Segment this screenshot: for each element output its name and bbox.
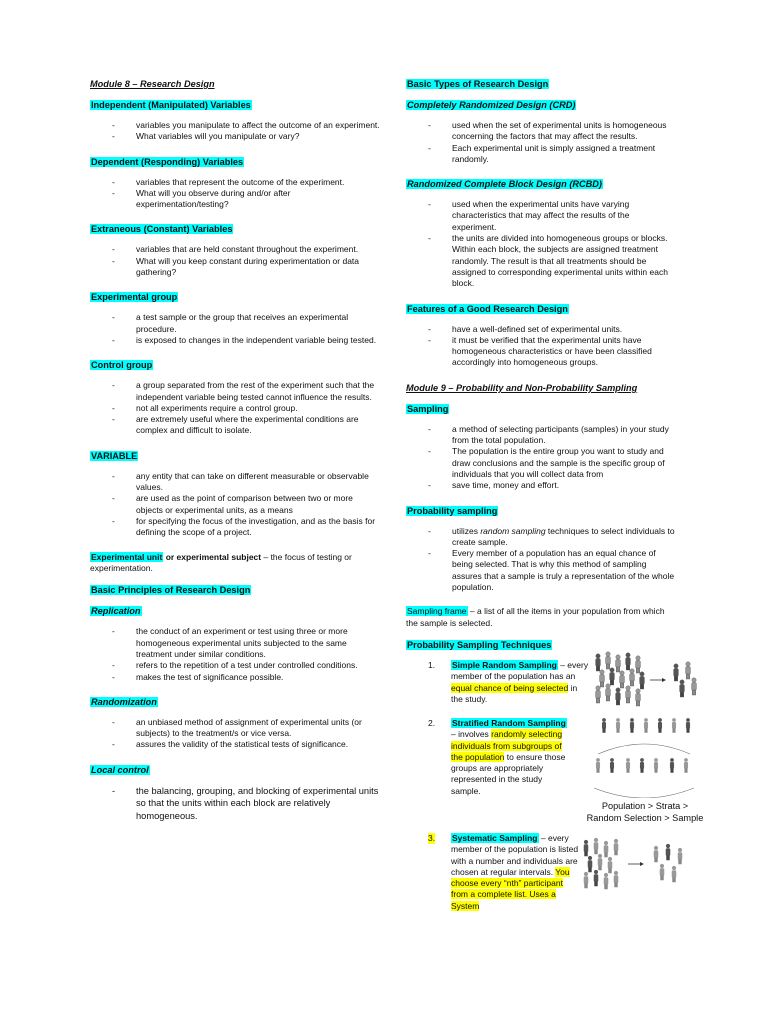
item-text: utilizes: [452, 525, 481, 536]
list-item: - Every member of a population has an equal chance of being selected. That is why this method of sampling assures that a sample is truly a representation of the whole population.: [406, 548, 676, 593]
list-item: - What will you observe during and/or after experimentation/testing?: [90, 188, 380, 211]
right-column: [406, 78, 676, 660]
dependent-variables-heading: Dependent (Responding) Variables: [91, 156, 244, 167]
local-control-list: [90, 785, 380, 822]
stratified-random-sampling-figure: [584, 716, 704, 798]
list-item: - What will you keep constant during experimentation or data gathering?: [90, 256, 380, 279]
list-item: - variables that are held constant throughout the experiment.: [90, 244, 380, 255]
sampling-frame-text: – a list of all the items in your population from which the sample is selected.: [406, 606, 665, 628]
list-item: - a test sample or the group that receives an experimental procedure.: [90, 312, 380, 335]
list-item: - an unbiased method of assignment of experimental units (or subjects) to the treatment/s or vice versa.: [90, 717, 380, 740]
systematic-sampling-term: Systematic Sampling: [452, 833, 538, 843]
randomization-heading: Randomization: [91, 696, 157, 707]
random-sampling-term: random sampling: [480, 525, 546, 536]
item-text: [451, 833, 581, 912]
basic-types-heading: Basic Types of Research Design: [407, 79, 549, 89]
local-control-heading: Local control: [91, 764, 149, 775]
list-item: - the units are divided into homogeneous groups or blocks. Within each block, the subjects are assigned treatment randomly. The result is that all treatments should be assigned to corresponding experimental units within each block.: [406, 233, 676, 289]
left-column: [90, 78, 380, 835]
replication-list: [90, 626, 380, 682]
systematic-sampling-figure: [580, 836, 692, 898]
list-item: - the balancing, grouping, and blocking of experimental units so that the units within each block are relatively homogeneous.: [90, 785, 380, 822]
control-group-heading: Control group: [91, 360, 153, 371]
basic-principles-heading: Basic Principles of Research Design: [91, 585, 251, 596]
experimental-unit-definition: [90, 552, 380, 575]
list-item: - is exposed to changes in the independent variable being tested.: [90, 335, 380, 346]
list-item: - Each experimental unit is simply assigned a treatment randomly.: [406, 143, 676, 166]
randomization-list: [90, 717, 380, 751]
probability-techniques-heading: Probability Sampling Techniques: [407, 640, 552, 651]
list-item: - a group separated from the rest of the experiment such that the independent variable being tested cannot influence the results.: [90, 380, 380, 403]
sampling-frame-term: Sampling frame: [407, 606, 467, 617]
probability-sampling-list: [406, 526, 676, 594]
independent-variables-heading: Independent (Manipulated) Variables: [91, 100, 251, 110]
sampling-list: [406, 424, 676, 492]
crd-heading: Completely Randomized Design (CRD): [407, 100, 576, 110]
experimental-unit-term: Experimental unit: [91, 551, 163, 562]
text-span: – every member of the population has an: [451, 660, 589, 682]
variable-heading: VARIABLE: [91, 450, 138, 461]
module-8-title: Module 8 – Research Design: [90, 79, 215, 89]
list-item: - not all experiments require a control group.: [90, 403, 380, 414]
item-text: techniques to select individuals to create sample.: [452, 525, 675, 547]
stratified-caption: [572, 800, 718, 824]
crd-list: [406, 120, 676, 165]
list-item: - are used as the point of comparison between two or more objects or experimental units, as a means: [90, 493, 380, 516]
list-item: - a method of selecting participants (samples) in your study from the total population.: [406, 424, 676, 447]
highlighted-text: randomly selecting individuals from subgroups of the population: [451, 729, 563, 762]
rcbd-list: [406, 199, 676, 289]
list-item: - for specifying the focus of the investigation, and as the basis for defining the scope of a project.: [90, 516, 380, 539]
item-number: 3.: [428, 833, 436, 843]
list-item: - the conduct of an experiment or test using three or more homogeneous experimental units subjected to the same treatment under similar conditions.: [90, 626, 380, 660]
variable-list: [90, 471, 380, 539]
module-9-title: Module 9 – Probability and Non-Probability Sampling: [406, 382, 638, 393]
list-item: [406, 526, 676, 549]
stratified-random-sampling-term: Stratified Random Sampling: [452, 718, 566, 728]
text-span: to ensure those groups are appropriately represented in the study sample.: [451, 751, 566, 796]
experimental-group-heading: Experimental group: [91, 292, 178, 303]
list-item: - The population is the entire group you want to study and draw conclusions and the sample is the specific group of individuals that you will collect data from: [406, 446, 676, 480]
item-text: [451, 660, 589, 705]
highlighted-text: You choose every “nth” participant from a complete list. Uses a System: [451, 866, 570, 911]
highlighted-text: equal chance of being selected: [451, 682, 569, 693]
list-item: - refers to the repetition of a test under controlled conditions.: [90, 660, 380, 671]
simple-random-sampling-figure: [592, 648, 702, 710]
features-list: [406, 324, 676, 369]
control-group-list: [90, 380, 380, 436]
independent-variables-list: [90, 120, 380, 143]
text-span: – involves: [451, 729, 492, 740]
extraneous-variables-heading: Extraneous (Constant) Variables: [91, 224, 233, 235]
experimental-subject-term: or experimental subject: [163, 551, 262, 562]
caption-line: Population > Strata >: [601, 801, 689, 811]
text-span: – every member of the population is listed with a number and individuals are chosen at regular intervals.: [451, 833, 579, 877]
dependent-variables-list: [90, 177, 380, 211]
list-item: - have a well-defined set of experimental units.: [406, 324, 676, 335]
list-item: - are extremely useful where the experimental conditions are complex and difficult to isolate.: [90, 414, 380, 437]
caption-line: Random Selection > Sample: [586, 813, 704, 824]
list-item: - any entity that can take on different measurable or observable values.: [90, 471, 380, 494]
list-item: - used when the experimental units have varying characteristics that may affect the results of the experiment.: [406, 199, 676, 233]
item-number: 2.: [428, 718, 436, 728]
list-item: - assures the validity of the statistical tests of significance.: [90, 739, 380, 750]
experimental-unit-text: – the focus of testing or experimentation.: [90, 551, 352, 573]
list-item: - What variables will you manipulate or vary?: [90, 131, 380, 142]
list-item: - it must be verified that the experimental units have homogeneous characteristics or have been classified accordingly into homogeneous groups.: [406, 335, 676, 369]
list-item: - variables you manipulate to affect the outcome of an experiment.: [90, 120, 380, 131]
sampling-heading: Sampling: [407, 403, 449, 414]
list-item: - makes the test of significance possible.: [90, 672, 380, 683]
list-item: - save time, money and effort.: [406, 480, 676, 491]
item-text: [451, 718, 569, 797]
item-number: 1.: [428, 660, 436, 670]
extraneous-variables-list: [90, 244, 380, 278]
sampling-frame-definition: [406, 606, 676, 629]
features-heading: Features of a Good Research Design: [407, 303, 568, 314]
experimental-group-list: [90, 312, 380, 346]
replication-heading: Replication: [91, 606, 141, 617]
simple-random-sampling-term: Simple Random Sampling: [452, 660, 557, 670]
probability-sampling-heading: Probability sampling: [407, 505, 498, 516]
rcbd-heading: Randomized Complete Block Design (RCBD): [407, 179, 602, 190]
list-item: - used when the set of experimental units is homogeneous concerning the factors that may affect the results.: [406, 120, 676, 143]
text-span: in the study.: [451, 682, 578, 704]
list-item: - variables that represent the outcome of the experiment.: [90, 177, 380, 188]
